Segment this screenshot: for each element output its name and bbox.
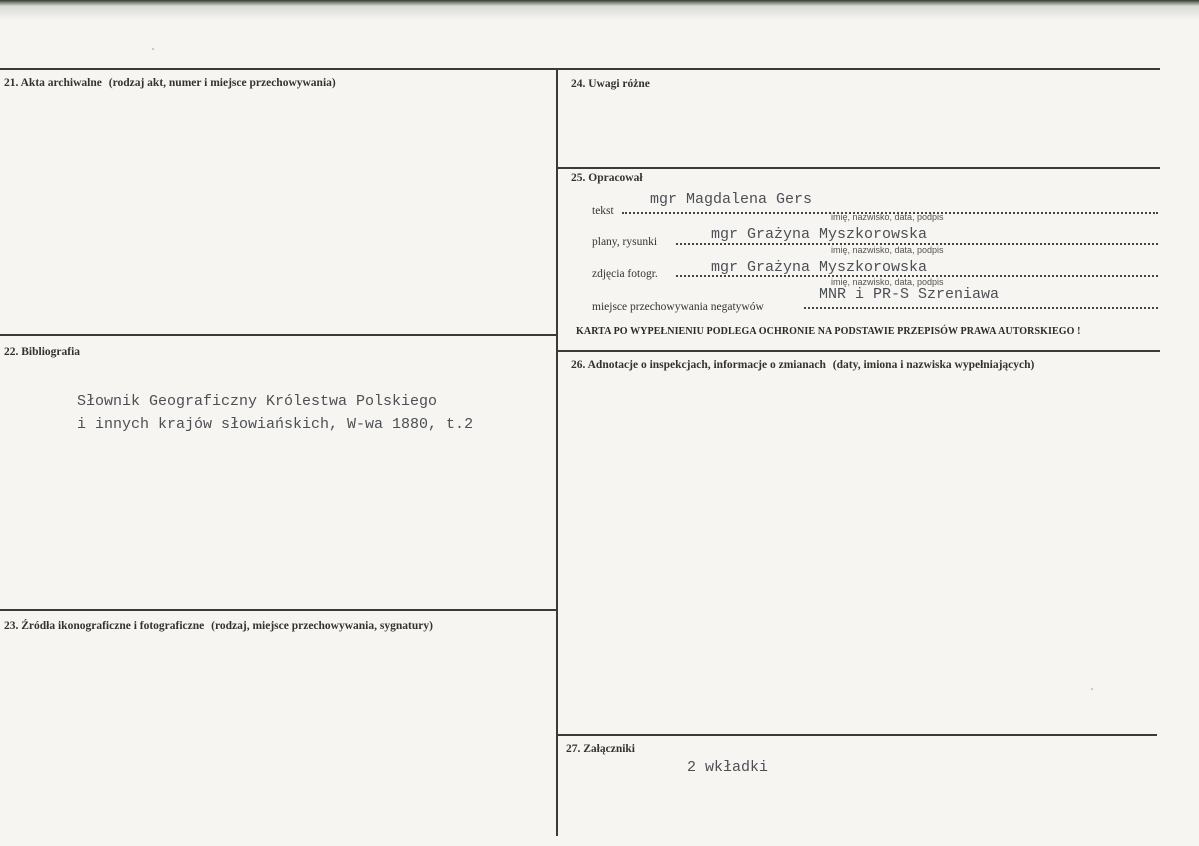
left-rule-22-23 bbox=[0, 609, 557, 611]
bibliography-line-2: i innych krajów słowiańskich, W-wa 1880, t.2 bbox=[77, 416, 474, 433]
field-25-label: 25. Opracował bbox=[571, 172, 643, 184]
row-zdjecia-label: zdjęcia fotogr. bbox=[592, 268, 658, 280]
row-plany-hint: imię, nazwisko, data, podpis bbox=[831, 245, 944, 255]
row-tekst-label: tekst bbox=[592, 205, 614, 217]
field-26-title: 26. Adnotacje o inspekcjach, informacje o zmianach bbox=[571, 359, 826, 371]
row-negatywy-label: miejsce przechowywania negatywów bbox=[592, 301, 764, 313]
field-24-label: 24. Uwagi różne bbox=[571, 78, 650, 90]
center-divider bbox=[556, 68, 558, 836]
right-rule-24-25 bbox=[557, 167, 1160, 169]
scan-speck bbox=[1091, 688, 1093, 690]
row-plany-value: mgr Grażyna Myszkorowska bbox=[711, 226, 928, 243]
attachments-value: 2 wkładki bbox=[687, 759, 769, 776]
field-21-title: 21. Akta archiwalne bbox=[4, 77, 102, 89]
field-23-title: 23. Źródła ikonograficzne i fotograficzne bbox=[4, 620, 205, 632]
row-negatywy-dotline bbox=[804, 307, 1158, 309]
field-26-note: (daty, imiona i nazwiska wypełniających) bbox=[832, 359, 1035, 371]
field-23-note: (rodzaj, miejsce przechowywania, sygnatury) bbox=[211, 620, 433, 632]
field-23-label bbox=[4, 620, 433, 632]
row-zdjecia-hint: imię, nazwisko, data, podpis bbox=[831, 277, 944, 287]
row-zdjecia-value: mgr Grażyna Myszkorowska bbox=[711, 259, 928, 276]
right-rule-26-27 bbox=[557, 734, 1157, 736]
field-22-label: 22. Bibliografia bbox=[4, 346, 81, 358]
field-21-label bbox=[4, 77, 336, 89]
row-plany-label: plany, rysunki bbox=[592, 236, 658, 248]
field-27-label: 27. Załączniki bbox=[566, 743, 636, 755]
right-rule-25-26 bbox=[557, 350, 1160, 352]
field-26-label bbox=[571, 359, 1034, 371]
field-21-note: (rodzaj akt, numer i miejsce przechowywania) bbox=[108, 77, 336, 89]
row-tekst-value: mgr Magdalena Gers bbox=[650, 191, 813, 208]
bibliography-line-1: Słownik Geograficzny Królestwa Polskiego bbox=[77, 393, 438, 410]
row-tekst-hint: imię, nazwisko, data, podpis bbox=[831, 212, 944, 222]
row-negatywy-value: MNR i PR-S Szreniawa bbox=[819, 286, 1000, 303]
scan-top-edge bbox=[0, 0, 1199, 22]
scan-speck bbox=[152, 48, 154, 50]
top-rule bbox=[0, 68, 1160, 70]
left-rule-21-22 bbox=[0, 334, 557, 336]
copyright-notice: KARTA PO WYPEŁNIENIU PODLEGA OCHRONIE NA PODSTAWIE PRZEPISÓW PRAWA AUTORSKIEGO ! bbox=[576, 326, 1081, 337]
